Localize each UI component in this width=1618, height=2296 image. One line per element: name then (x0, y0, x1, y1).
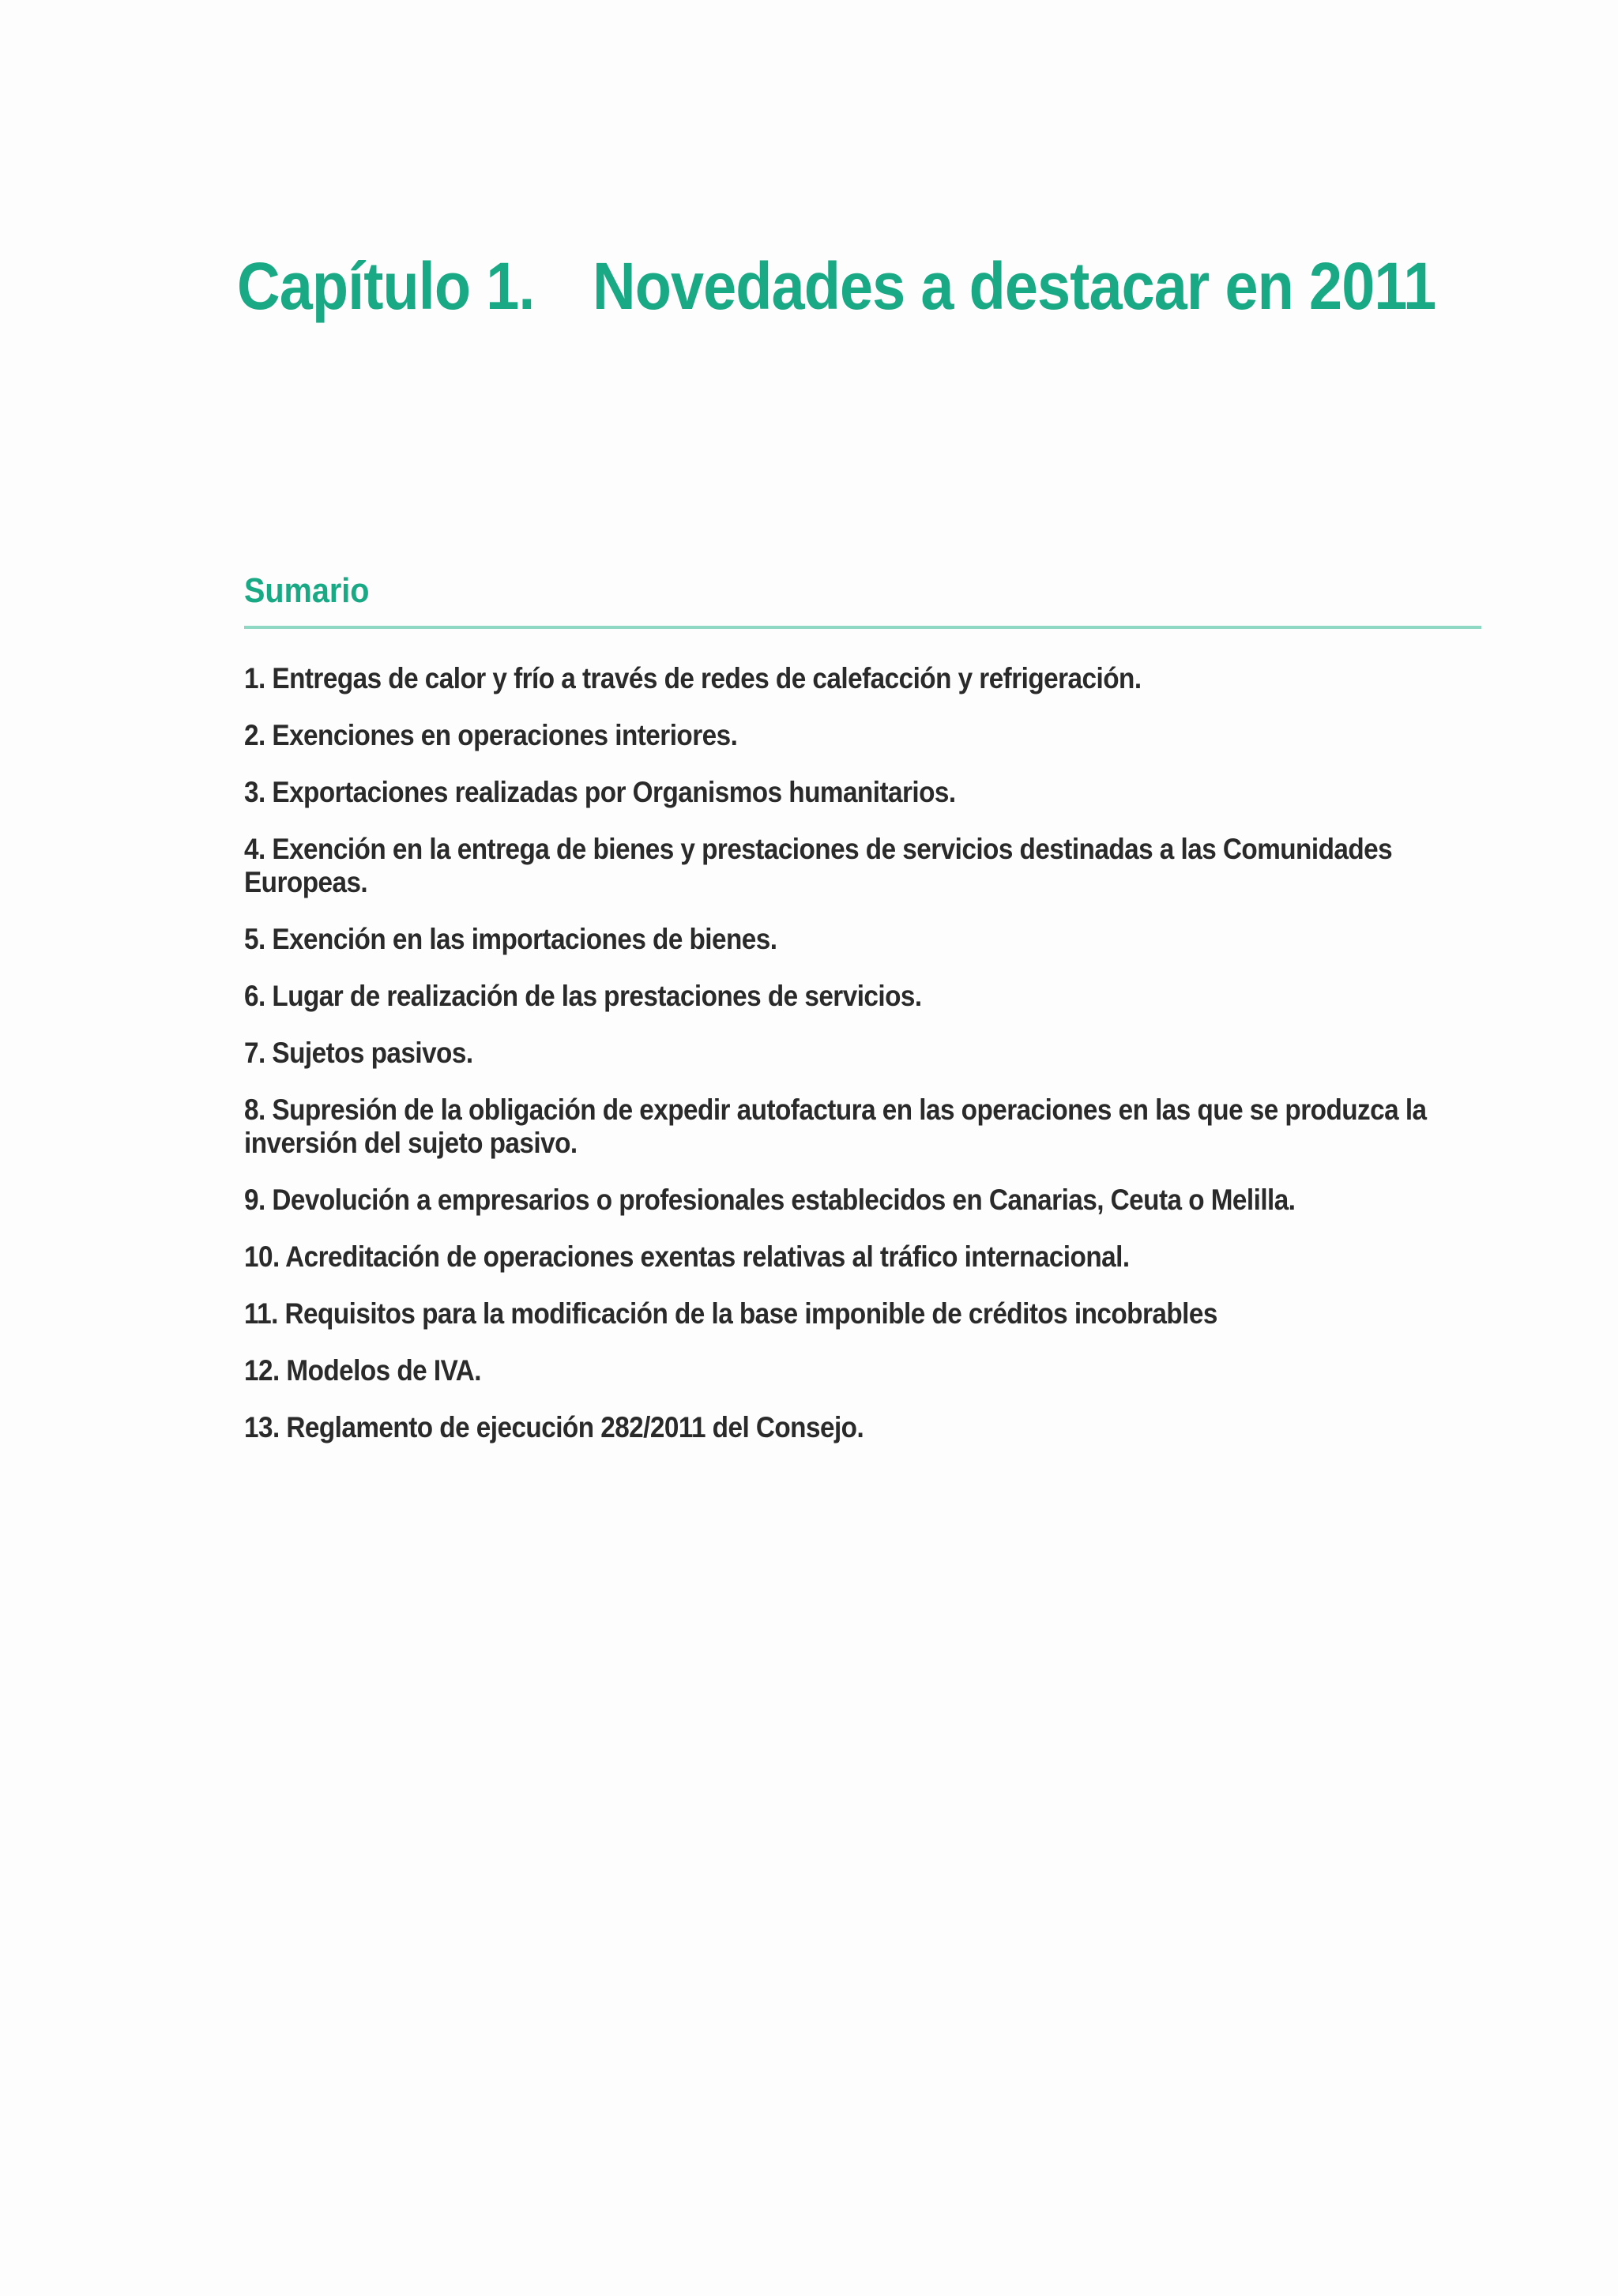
summary-divider (244, 626, 1481, 629)
summary-item-2: 2. Exenciones en operaciones interiores. (244, 719, 738, 751)
summary-list (244, 662, 1481, 1468)
summary-item-8: 8. Supresión de la obligación de expedir autofactura en las operaciones en las que se produzca la inversión del sujeto pasivo. (244, 1093, 1427, 1159)
summary-item-7: 7. Sujetos pasivos. (244, 1037, 473, 1069)
summary-item-12: 12. Modelos de IVA. (244, 1354, 481, 1387)
summary-item-5: 5. Exención en las importaciones de bienes. (244, 923, 777, 955)
summary-item-1: 1. Entregas de calor y frío a través de redes de calefacción y refrigeración. (244, 662, 1142, 694)
summary-item-3: 3. Exportaciones realizadas por Organismos humanitarios. (244, 776, 956, 808)
summary-item-6: 6. Lugar de realización de las prestaciones de servicios. (244, 980, 922, 1012)
summary-item-9: 9. Devolución a empresarios o profesionales establecidos en Canarias, Ceuta o Melilla. (244, 1184, 1296, 1216)
summary-heading: Sumario (244, 571, 370, 610)
summary-item-13: 13. Reglamento de ejecución 282/2011 del Consejo. (244, 1411, 864, 1443)
chapter-name: Novedades a destacar en 2011 (593, 249, 1436, 323)
summary-item-11: 11. Requisitos para la modificación de la base imponible de créditos incobrables (244, 1297, 1217, 1330)
summary-item-4: 4. Exención en la entrega de bienes y prestaciones de servicios destinadas a las Comunidades Europeas. (244, 833, 1393, 898)
summary-item-10: 10. Acreditación de operaciones exentas relativas al tráfico internacional. (244, 1240, 1130, 1273)
chapter-title (237, 247, 1436, 326)
chapter-number: Capítulo 1. (237, 249, 535, 323)
